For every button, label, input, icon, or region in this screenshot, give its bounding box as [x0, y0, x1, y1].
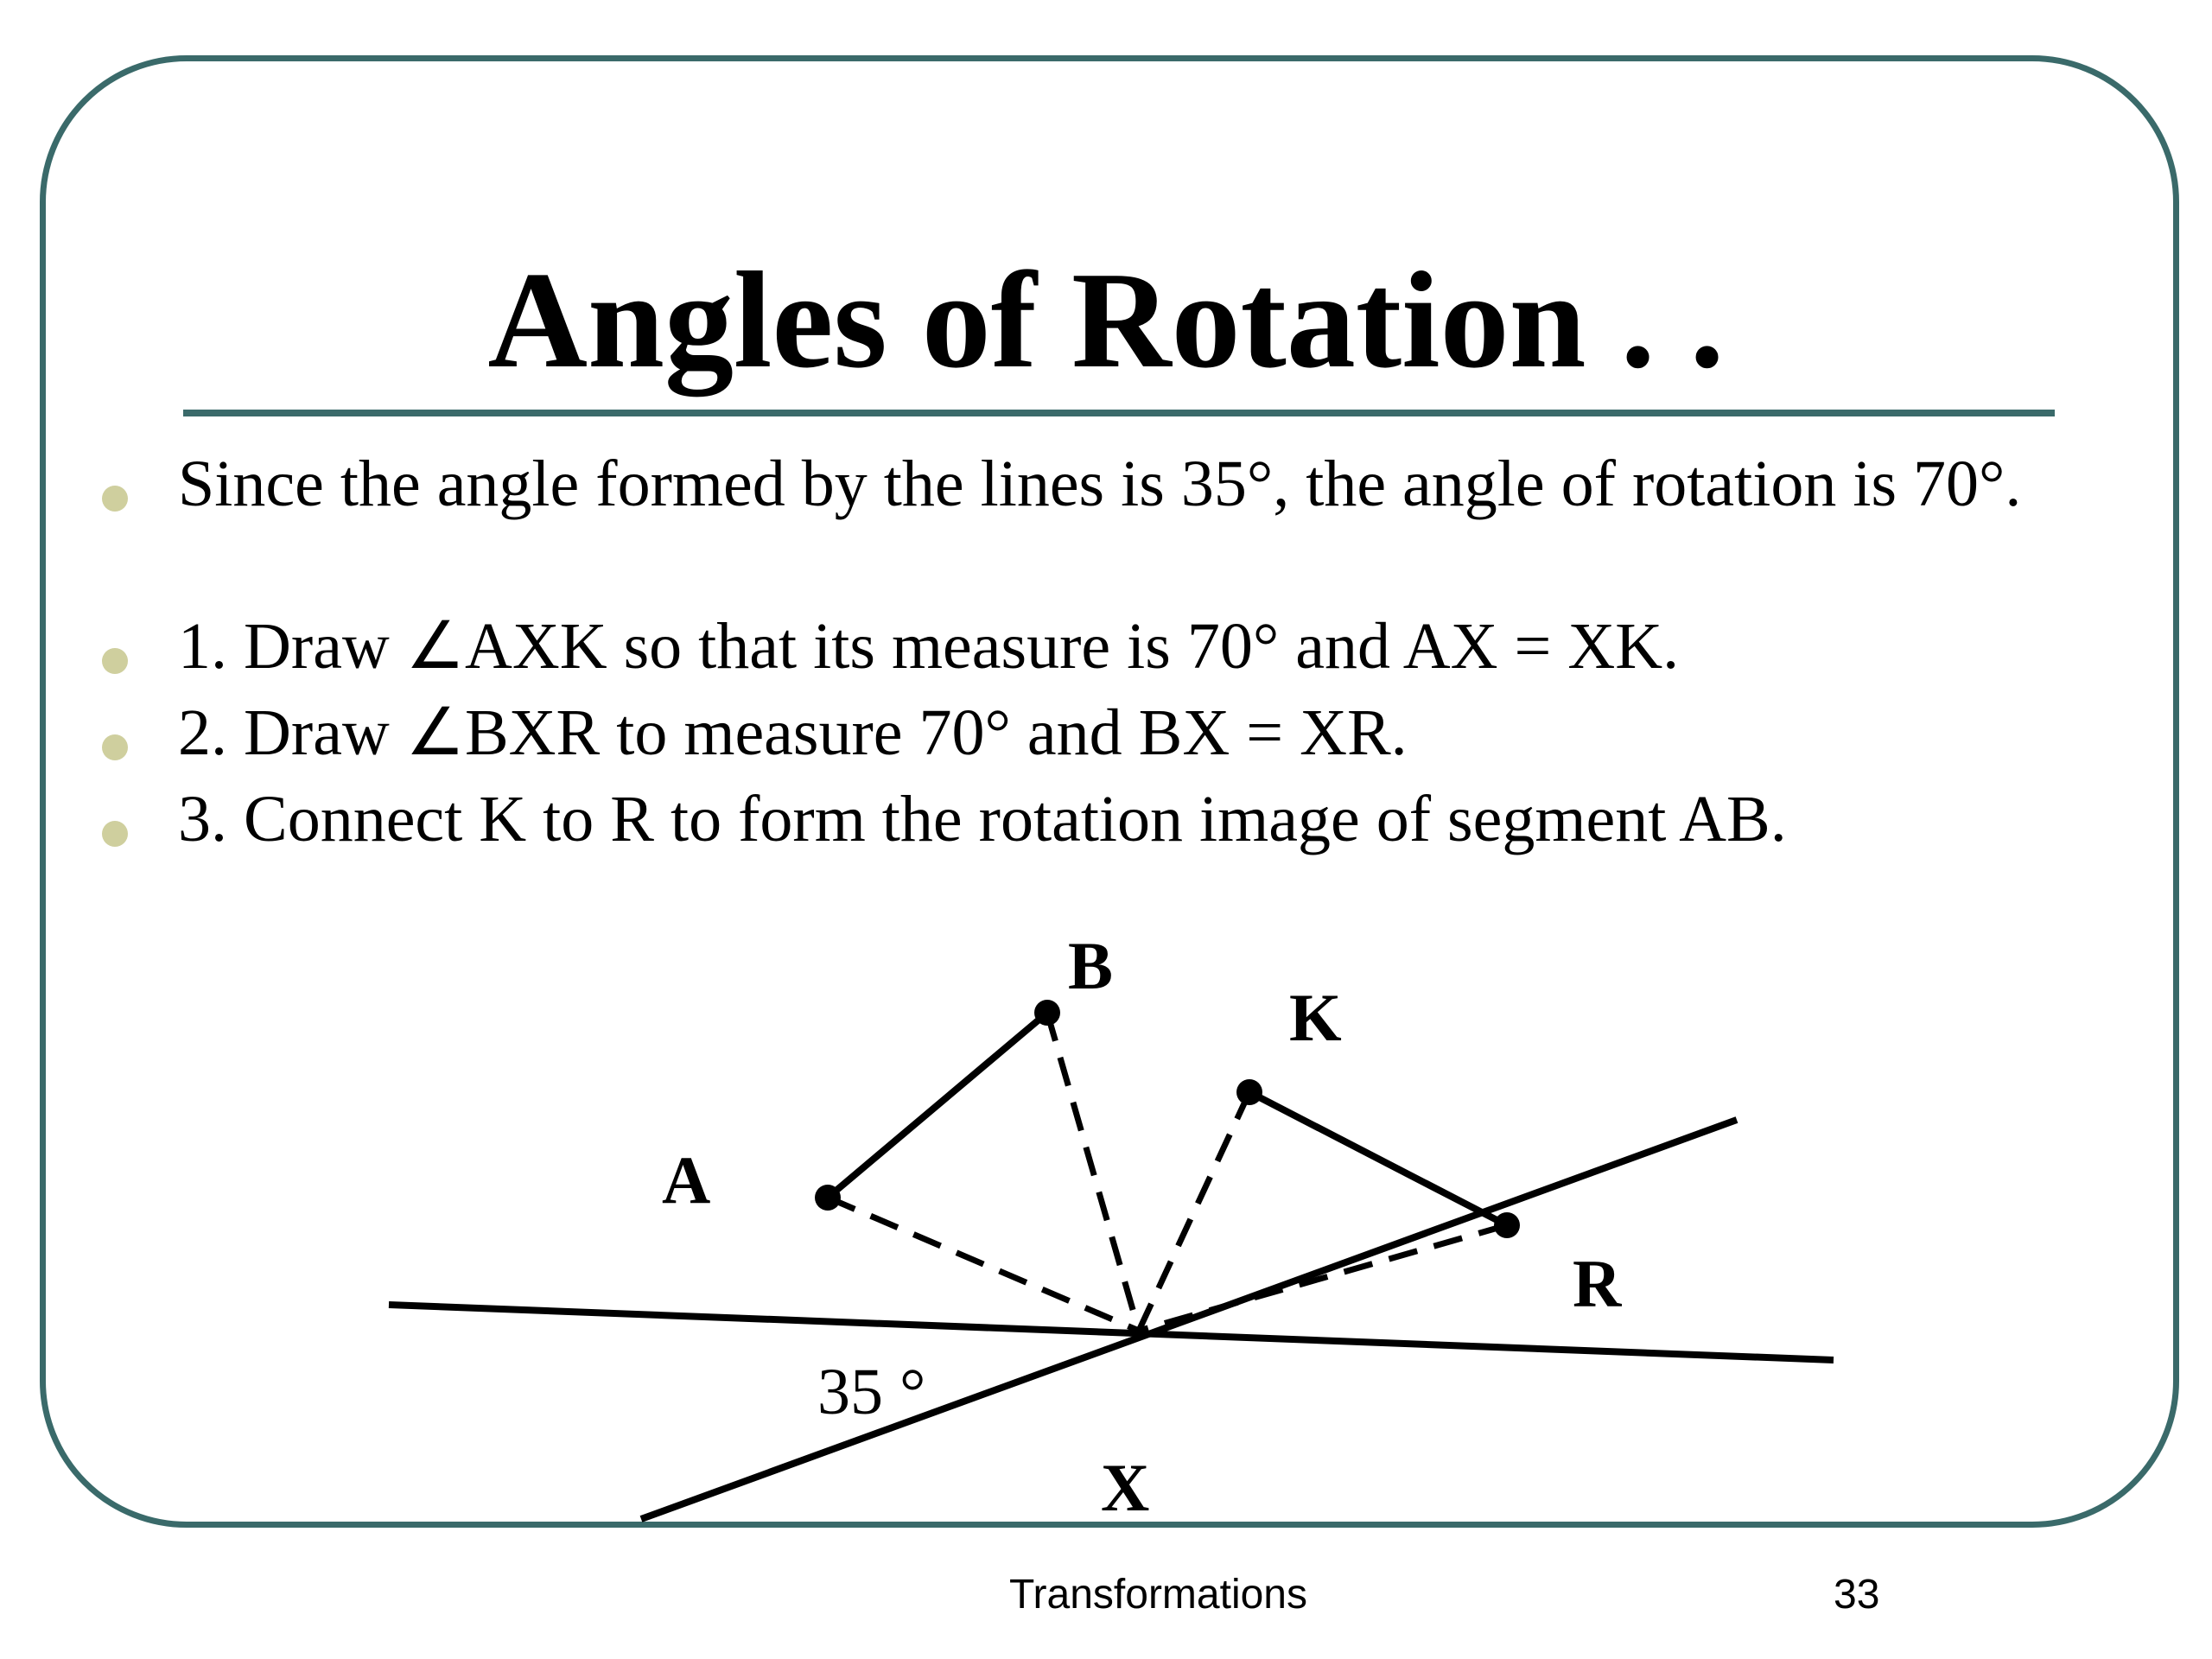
dashed-bx — [1047, 1013, 1139, 1331]
bullet-text: Since the angle formed by the lines is 35°, the angle of rotation is 70°. — [178, 448, 2022, 520]
point-b — [1034, 1000, 1060, 1026]
footer-title: Transformations — [1009, 1572, 1307, 1618]
page-number: 33 — [1834, 1572, 1880, 1618]
label-r: R — [1573, 1246, 1622, 1321]
label-b: B — [1068, 928, 1114, 1003]
segment-ab — [828, 1013, 1047, 1198]
slide-title: Angles of Rotation . . — [487, 243, 1725, 397]
point-a — [815, 1185, 841, 1211]
bullet-text: 1. Draw ∠AXK so that its measure is 70° and AX = XK. — [178, 610, 1680, 683]
bullet-text: 2. Draw ∠BXR to measure 70° and BX = XR. — [178, 696, 1408, 769]
bullet-text: 3. Connect K to R to form the rotation image of segment AB. — [178, 783, 1787, 855]
dashed-kx — [1139, 1092, 1249, 1331]
label-x: X — [1101, 1450, 1150, 1525]
point-r — [1494, 1212, 1520, 1238]
point-k — [1236, 1079, 1262, 1105]
segment-kr — [1249, 1092, 1507, 1225]
dashed-ax — [828, 1198, 1139, 1331]
label-a: A — [662, 1142, 711, 1217]
label-k: K — [1289, 980, 1342, 1055]
angle-label: 35 ° — [817, 1356, 926, 1428]
